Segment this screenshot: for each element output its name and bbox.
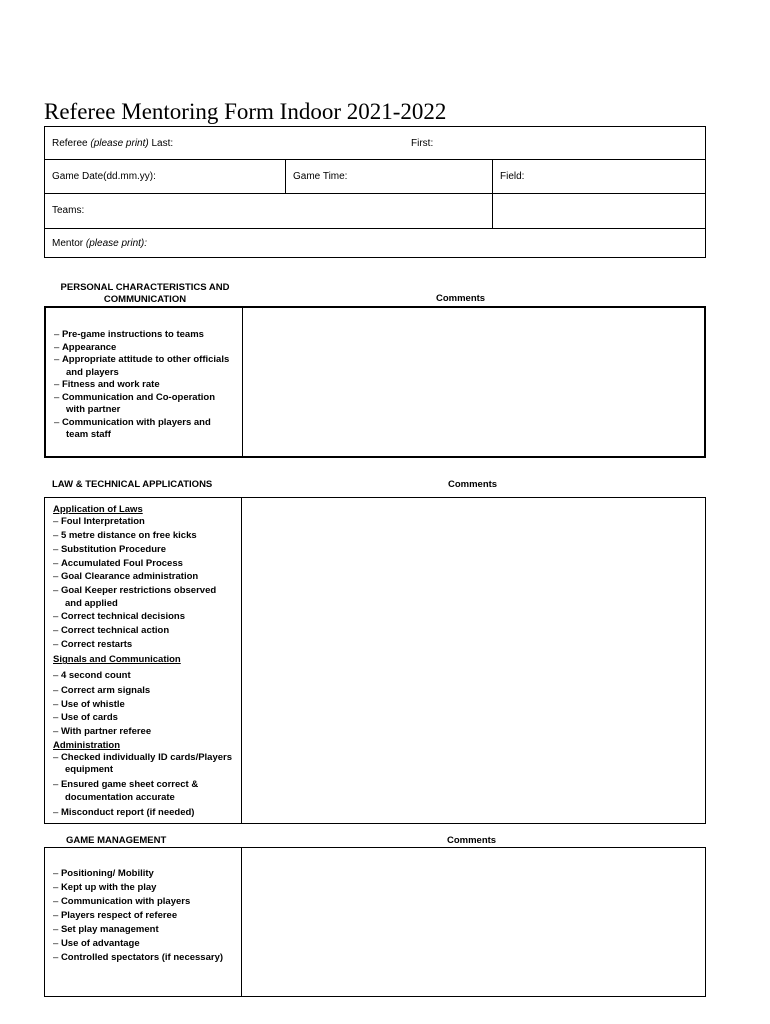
field-label: Field: <box>500 170 525 182</box>
law-subheading-signals: Signals and Communication <box>53 654 181 666</box>
personal-box <box>44 306 706 458</box>
list-item: – Set play management <box>53 923 233 937</box>
list-item: – 5 metre distance on free kicks <box>53 530 233 542</box>
law-subheading-administration: Administration <box>53 739 121 751</box>
list-item: – Pre-game instructions to teams <box>54 329 234 342</box>
list-item: – Substitution Procedure <box>53 544 233 556</box>
divider <box>492 193 493 228</box>
list-item: – Appropriate attitude to other officials and players <box>54 354 234 379</box>
list-item: – Correct restarts <box>53 639 233 651</box>
personal-section-title <box>50 282 240 306</box>
first-name-cell[interactable] <box>404 127 433 159</box>
law-section-title: LAW & TECHNICAL APPLICATIONS <box>52 479 213 490</box>
game-date-label: Game Date(dd.mm.yy): <box>52 170 156 182</box>
game-comments-label: Comments <box>447 835 497 846</box>
mentor-label: Mentor <box>52 237 84 249</box>
list-item: – Checked individually ID cards/Players equipment <box>53 752 233 777</box>
list-item: – Kept up with the play <box>53 881 233 895</box>
personal-comments-area[interactable] <box>243 308 704 456</box>
list-item: – Use of whistle <box>53 699 233 711</box>
list-item: – With partner referee <box>53 726 233 738</box>
game-row <box>45 159 705 194</box>
law-box <box>44 497 706 824</box>
referee-label-cell[interactable] <box>45 127 173 159</box>
game-section-title: GAME MANAGEMENT <box>66 835 167 846</box>
list-item: – Ensured game sheet correct & documentation accurate <box>53 779 233 804</box>
game-time-cell[interactable] <box>286 159 347 193</box>
list-item: – Misconduct report (if needed) <box>53 807 233 819</box>
referee-label: Referee <box>52 137 88 149</box>
list-item: – Goal Clearance administration <box>53 571 233 583</box>
law-subheading-application: Application of Laws <box>53 504 143 515</box>
game-date-cell[interactable] <box>45 159 156 193</box>
first-label: First: <box>411 137 434 149</box>
personal-title-line2: COMMUNICATION <box>103 294 187 305</box>
list-item: – Fitness and work rate <box>54 379 234 392</box>
personal-list <box>54 329 234 442</box>
list-item: – Controlled spectators (if necessary) <box>53 951 233 965</box>
game-list <box>53 867 233 965</box>
list-item: – Correct technical action <box>53 625 233 637</box>
header-table <box>44 126 706 258</box>
list-item: – Communication and Co-operation with partner <box>54 392 234 417</box>
referee-row <box>45 127 705 160</box>
list-item: – Use of cards <box>53 712 233 724</box>
list-item: – Accumulated Foul Process <box>53 558 233 570</box>
page-title: Referee Mentoring Form Indoor 2021-2022 <box>44 99 447 124</box>
game-time-label: Game Time: <box>293 170 348 182</box>
list-item: – Players respect of referee <box>53 909 233 923</box>
mentor-cell[interactable] <box>45 228 147 258</box>
law-list <box>53 504 233 819</box>
mentor-row <box>45 228 705 258</box>
list-item: – 4 second count <box>53 670 233 682</box>
last-label: Last: <box>151 137 174 149</box>
list-item: – Correct technical decisions <box>53 611 233 623</box>
game-box <box>44 847 706 997</box>
list-item: – Positioning/ Mobility <box>53 867 233 881</box>
referee-note: (please print) <box>90 137 149 149</box>
list-item: – Foul Interpretation <box>53 516 233 528</box>
law-comments-area[interactable] <box>242 498 705 823</box>
list-item: – Appearance <box>54 342 234 355</box>
list-item: – Use of advantage <box>53 937 233 951</box>
game-comments-area[interactable] <box>242 848 705 996</box>
list-item: – Communication with players <box>53 895 233 909</box>
personal-title-line1: PERSONAL CHARACTERISTICS AND <box>60 282 230 293</box>
teams-cell[interactable] <box>45 193 84 228</box>
law-comments-label: Comments <box>448 479 498 490</box>
personal-comments-label: Comments <box>436 293 486 304</box>
list-item: – Communication with players and team staff <box>54 417 234 442</box>
teams-label: Teams: <box>52 205 85 216</box>
list-item: – Goal Keeper restrictions observed and applied <box>53 585 233 610</box>
field-cell[interactable] <box>493 159 524 193</box>
teams-row <box>45 193 705 229</box>
list-item: – Correct arm signals <box>53 685 233 697</box>
mentor-note: (please print): <box>85 237 148 249</box>
